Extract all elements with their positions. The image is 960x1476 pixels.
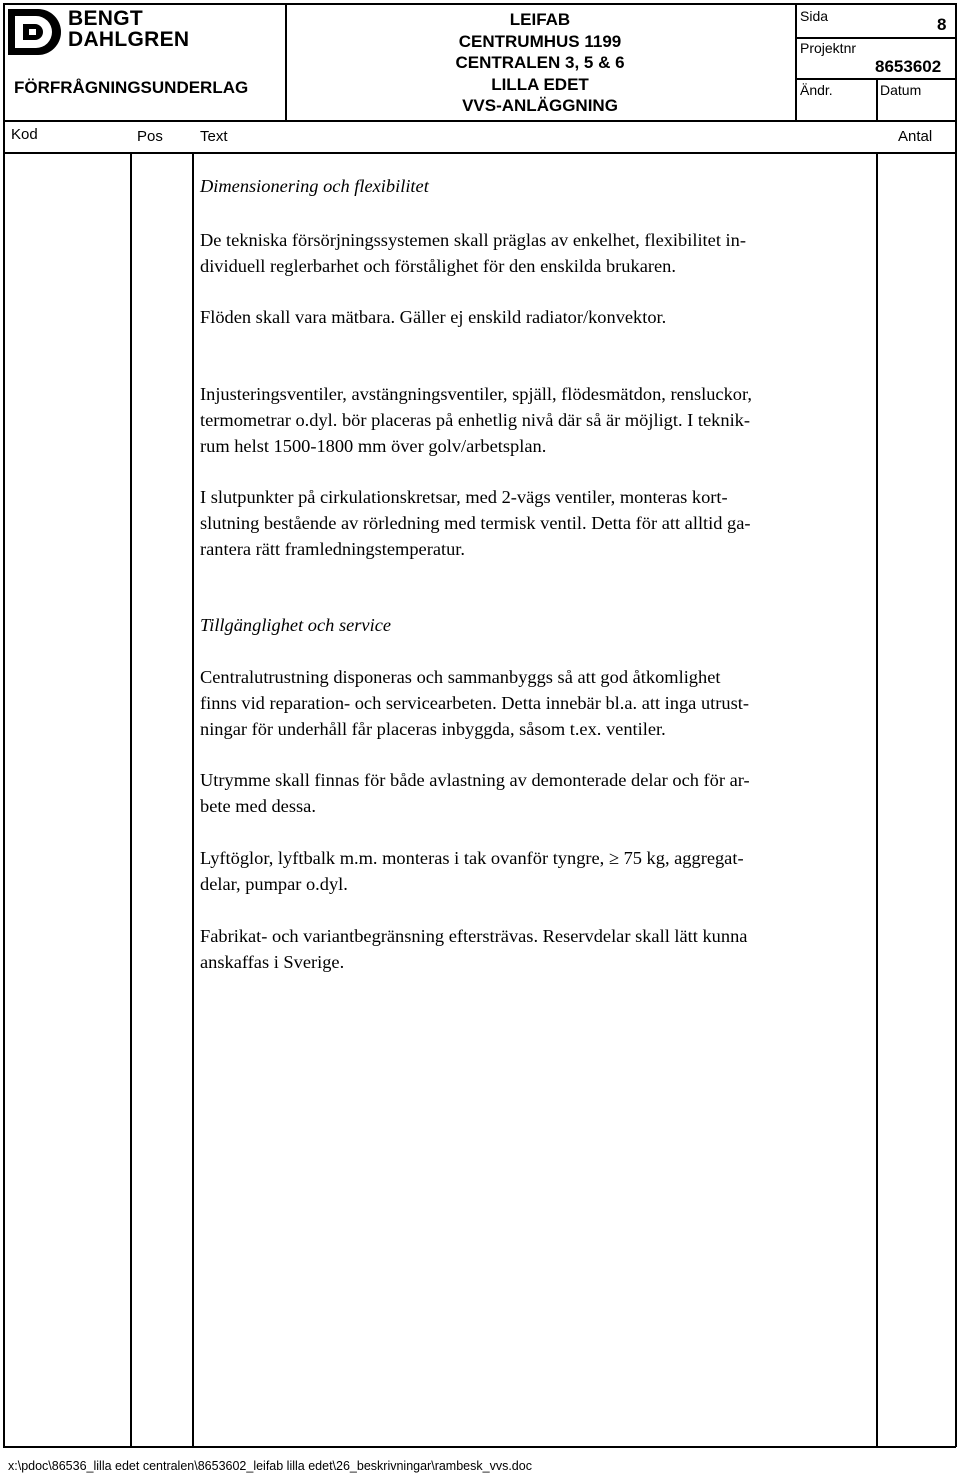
header-sida-divider	[795, 37, 956, 39]
text-line: termometrar o.dyl. bör placeras på enhetlig nivå där så är möjligt. I teknik-	[200, 409, 750, 430]
paragraph	[200, 768, 872, 820]
section-heading-tillganglighet	[200, 613, 872, 639]
projektnr-label: Projektnr	[800, 40, 857, 56]
project-line: CENTRALEN 3, 5 & 6	[455, 53, 625, 72]
project-line: LILLA EDET	[491, 74, 589, 94]
header-bottom-border	[3, 120, 956, 122]
andr-label: Ändr.	[800, 82, 833, 98]
column-header-kod: Kod	[11, 126, 38, 143]
frame-left-border	[3, 3, 5, 1447]
column-header-border	[3, 152, 956, 154]
text-line: Injusteringsventiler, avstängningsventiler, spjäll, flödesmätdon, rensluckor,	[200, 384, 752, 404]
text-line: bete med dessa.	[200, 795, 316, 816]
text-line: I slutpunkter på cirkulationskretsar, med 2-vägs ventiler, monteras kort-	[200, 487, 728, 507]
text-line: Fabrikat- och variantbegränsning eftersträvas. Reservdelar skall lätt kunna	[200, 926, 748, 946]
text-line: delar, pumpar o.dyl.	[200, 873, 348, 894]
text-line: finns vid reparation- och servicearbeten. Detta innebär bl.a. att inga utrust-	[200, 692, 749, 713]
projektnr-value: 8653602	[875, 57, 942, 76]
paragraph	[200, 305, 872, 331]
text-line: rum helst 1500-1800 mm över golv/arbetsplan.	[200, 435, 547, 456]
project-line: CENTRUMHUS 1199	[458, 31, 622, 51]
document-type: FÖRFRÅGNINGSUNDERLAG	[14, 78, 249, 97]
column-header-text: Text	[200, 128, 228, 145]
header-top-border	[3, 3, 956, 5]
paragraph	[200, 924, 872, 976]
column-header-pos: Pos	[137, 128, 163, 145]
section-heading: Tillgänglighet och service	[200, 615, 392, 635]
company-name-line2: DAHLGREN	[68, 28, 190, 51]
text-line: slutning bestående av rörledning med termisk ventil. Detta för att alltid ga-	[200, 512, 751, 533]
paragraph	[200, 228, 872, 280]
company-name	[68, 8, 189, 50]
text-line: Lyftöglor, lyftbalk m.m. monteras i tak ovanför tyngre, ≥ 75 kg, aggregat-	[200, 848, 744, 868]
section-heading: Dimensionering och flexibilitet	[200, 176, 429, 196]
text-line: ningar för underhåll får placeras inbyggda, såsom t.ex. ventiler.	[200, 718, 666, 739]
sida-label: Sida	[800, 8, 829, 24]
text-line: De tekniska försörjningssystemen skall präglas av enkelhet, flexibilitet in-	[200, 230, 746, 250]
datum-label: Datum	[880, 82, 922, 98]
sida-value: 8	[937, 15, 947, 34]
header-andr-divider	[876, 78, 878, 121]
project-title	[285, 9, 795, 117]
frame-bottom-border	[3, 1446, 956, 1448]
column-header-antal: Antal	[898, 128, 933, 145]
paragraph	[200, 485, 872, 562]
text-line: Flöden skall vara mätbara. Gäller ej enskild radiator/konvektor.	[200, 307, 667, 327]
paragraph	[200, 382, 872, 459]
company-name-line1: BENGT	[68, 7, 143, 30]
project-line: LEIFAB	[509, 10, 571, 29]
frame-right-border	[955, 3, 957, 1447]
text-line: anskaffas i Sverige.	[200, 951, 345, 972]
text-line: Centralutrustning disponeras och sammanbyggs så att god åtkomlighet	[200, 667, 721, 687]
text-line: rantera rätt framledningstemperatur.	[200, 538, 466, 559]
company-logo-icon	[8, 9, 64, 55]
file-path-footer: x:\pdoc\86536_lilla edet centralen\8653602_leifab lilla edet\26_beskrivningar\rambesk_vvs.doc	[8, 1459, 532, 1473]
text-line: Utrymme skall finnas för både avlastning av demonterade delar och för ar-	[200, 770, 750, 790]
column-divider-kod	[130, 152, 132, 1447]
paragraph	[200, 846, 872, 898]
header-divider-right	[795, 3, 797, 121]
paragraph	[200, 665, 872, 742]
section-heading-dimensionering	[200, 174, 872, 200]
column-divider-pos	[192, 152, 194, 1447]
project-line: VVS-ANLÄGGNING	[462, 96, 618, 115]
text-line: dividuell reglerbarhet och förstålighet för den enskilda brukaren.	[200, 255, 676, 276]
column-divider-antal	[876, 152, 878, 1447]
